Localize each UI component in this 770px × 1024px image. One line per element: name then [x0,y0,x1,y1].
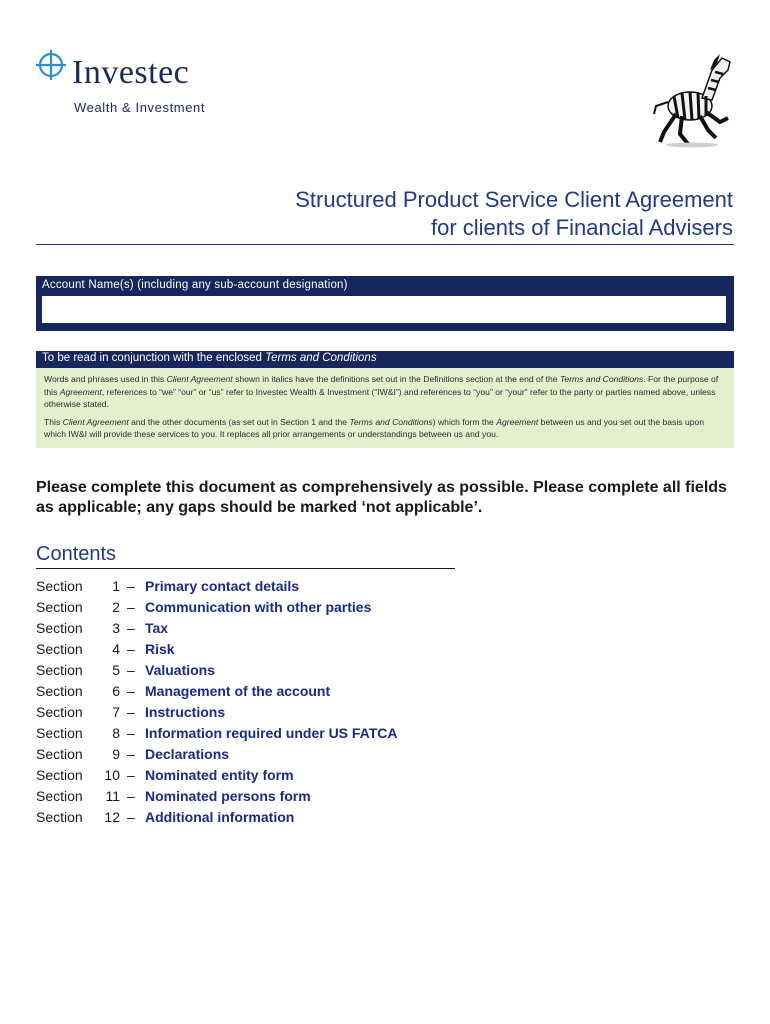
contents-dash: – [127,767,135,783]
notice-text-run: Client Agreement [166,374,233,384]
contents-list [36,576,456,828]
contents-section-number: 10 [104,767,120,783]
contents-section-word: Section [36,683,83,699]
contents-item [36,702,456,723]
contents-section-word: Section [36,620,83,636]
contents-item [36,723,456,744]
contents-section-number: 3 [112,620,120,636]
contents-section-number: 2 [112,599,120,615]
notice-text-run: . For the purpose of this [44,374,719,397]
contents-section-word: Section [36,662,83,678]
contents-item [36,744,456,765]
logo-subtitle: Wealth & Investment [74,100,206,115]
contents-item [36,639,456,660]
contents-item [36,807,456,828]
contents-divider [36,568,455,569]
contents-section-number: 12 [104,809,120,825]
notice-paragraph-2 [44,416,726,441]
contents-section-link[interactable]: Instructions [145,704,226,720]
contents-section-link[interactable]: Management of the account [145,683,331,699]
contents-section-link[interactable]: Information required under US FATCA [145,725,398,741]
contents-item [36,786,456,807]
notice-heading [36,351,734,368]
contents-section-link[interactable]: Valuations [145,662,216,678]
contents-section-word: Section [36,746,83,762]
title-divider [36,244,734,245]
notice-text-run: Client Agreement [62,416,129,427]
account-name-label: Account Name(s) (including any sub-account designation) [42,279,348,291]
contents-dash: – [127,725,135,741]
title-line-1: Structured Product Service Client Agreement [295,187,733,212]
contents-section-number: 1 [112,578,120,594]
contents-item [36,660,456,681]
notice-text-run: This [44,416,63,427]
contents-section-link[interactable]: Tax [145,620,169,636]
contents-dash: – [127,599,135,615]
contents-item [36,597,456,618]
notice-text-run: Terms and Conditions [349,416,433,427]
document-title [295,186,733,242]
contents-dash: – [127,788,135,804]
contents-section-word: Section [36,788,83,804]
investec-logo-icon [36,50,66,80]
contents-section-number: 11 [105,788,120,804]
contents-section-link[interactable]: Additional information [145,809,295,825]
contents-section-number: 8 [112,725,120,741]
contents-section-word: Section [36,641,83,657]
contents-dash: – [127,620,135,636]
notice-text-run: ) which form the [432,416,497,427]
contents-section-number: 4 [112,641,120,657]
contents-section-word: Section [36,767,83,783]
account-name-section [36,276,734,331]
contents-dash: – [127,683,135,699]
notice-heading-italic: Terms and Conditions [265,352,377,364]
contents-section-word: Section [36,725,83,741]
zebra-icon [650,48,736,148]
contents-section-word: Section [36,809,83,825]
contents-heading: Contents [36,543,117,565]
notice-body [36,368,734,448]
title-line-2: for clients of Financial Advisers [430,215,733,240]
contents-item [36,765,456,786]
contents-section-number: 6 [112,683,120,699]
contents-section-link[interactable]: Nominated persons form [145,788,311,804]
contents-section-link[interactable]: Risk [145,641,175,657]
notice-text-run: Terms and Conditions [559,374,644,384]
contents-item [36,576,456,597]
notice-heading-prefix: To be read in conjunction with the enclosed [42,352,266,364]
contents-dash: – [127,641,135,657]
contents-section-link[interactable]: Nominated entity form [145,767,294,783]
contents-dash: – [127,746,135,762]
contents-dash: – [127,578,135,594]
contents-section-link[interactable]: Communication with other parties [145,599,372,615]
contents-section-number: 5 [112,662,120,678]
contents-item [36,681,456,702]
logo-name: Investec [72,54,190,91]
completion-instructions: Please complete this document as comprehensively as possible. Please complete all fields as applicable; any gaps should be marked ‘not applicable’. [36,479,727,516]
contents-section-link[interactable]: Declarations [145,746,230,762]
contents-section-link[interactable]: Primary contact details [145,578,300,594]
contents-item [36,618,456,639]
contents-section-word: Section [36,599,83,615]
contents-dash: – [127,662,135,678]
contents-dash: – [127,704,135,720]
notice-text-run: Agreement [59,386,102,397]
notice-text-run: shown in italics have the definitions set out in the Definitions section at the end of the [232,374,560,384]
contents-section-word: Section [36,578,83,594]
notice-text-run: between us and you set out the basis upon which IW&I will provide these services to you. It replaces all prior arrangements or understandings between us and you. [44,416,705,439]
notice-text-run: and the other documents (as set out in Section 1 and the [128,416,350,427]
notice-paragraph-1 [44,373,726,411]
contents-section-word: Section [36,704,83,720]
notice-text-run: Words and phrases used in this [44,374,167,384]
contents-section-number: 7 [112,704,120,720]
account-name-input[interactable] [42,296,726,323]
contents-section-number: 9 [112,746,120,762]
contents-dash: – [127,809,135,825]
notice-text-run: , references to “we” “our” or “us” refer to Investec Wealth & Investment (“IW&I”) and references to “you” or “your” refer to the party or parties named above, unless otherwise stated. [44,386,716,409]
notice-text-run: Agreement [496,416,539,427]
